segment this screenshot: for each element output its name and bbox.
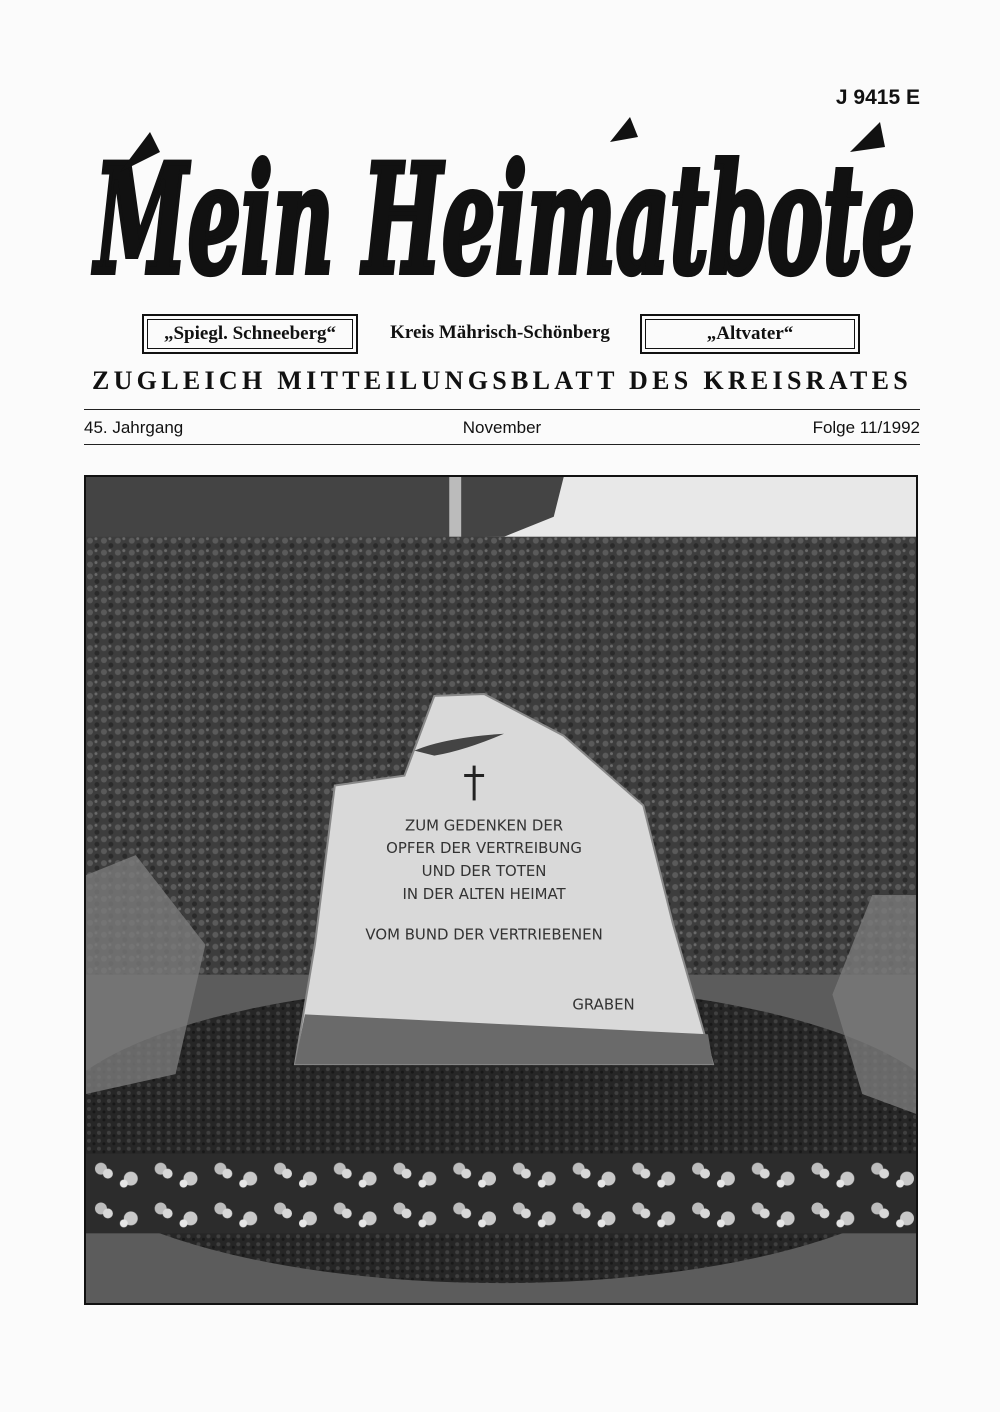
masthead-title — [90, 112, 920, 312]
divider-top — [84, 409, 920, 410]
issue-year: 45. Jahrgang — [84, 418, 184, 437]
region-box-left — [142, 314, 358, 354]
divider-bottom — [84, 444, 920, 445]
subtitle: ZUGLEICH MITTEILUNGSBLATT DES KREISRATES — [91, 366, 913, 395]
inscription-line: ZUM GEDENKEN DER — [405, 816, 564, 835]
inscription-line: UND DER TOTEN — [421, 862, 547, 881]
region-center-label: Kreis Mährisch-Schönberg — [390, 322, 610, 343]
region-left-label: „Spiegl. Schneeberg“ — [147, 319, 353, 349]
inscription-line: GRABEN — [572, 995, 635, 1014]
inscription-line: IN DER ALTEN HEIMAT — [402, 884, 566, 903]
inscription-line: VOM BUND DER VERTRIEBENEN — [365, 925, 603, 944]
cover-photo — [84, 475, 918, 1305]
issn-code: J 9415 E — [835, 86, 920, 109]
region-right-label: „Altvater“ — [645, 319, 855, 349]
masthead-title-text: Mein Heimatbote — [92, 132, 916, 308]
region-box-right — [640, 314, 860, 354]
inscription-line: OPFER DER VERTREIBUNG — [386, 839, 582, 858]
issue-number: Folge 11/1992 — [812, 418, 920, 437]
issue-month: November — [462, 418, 542, 437]
